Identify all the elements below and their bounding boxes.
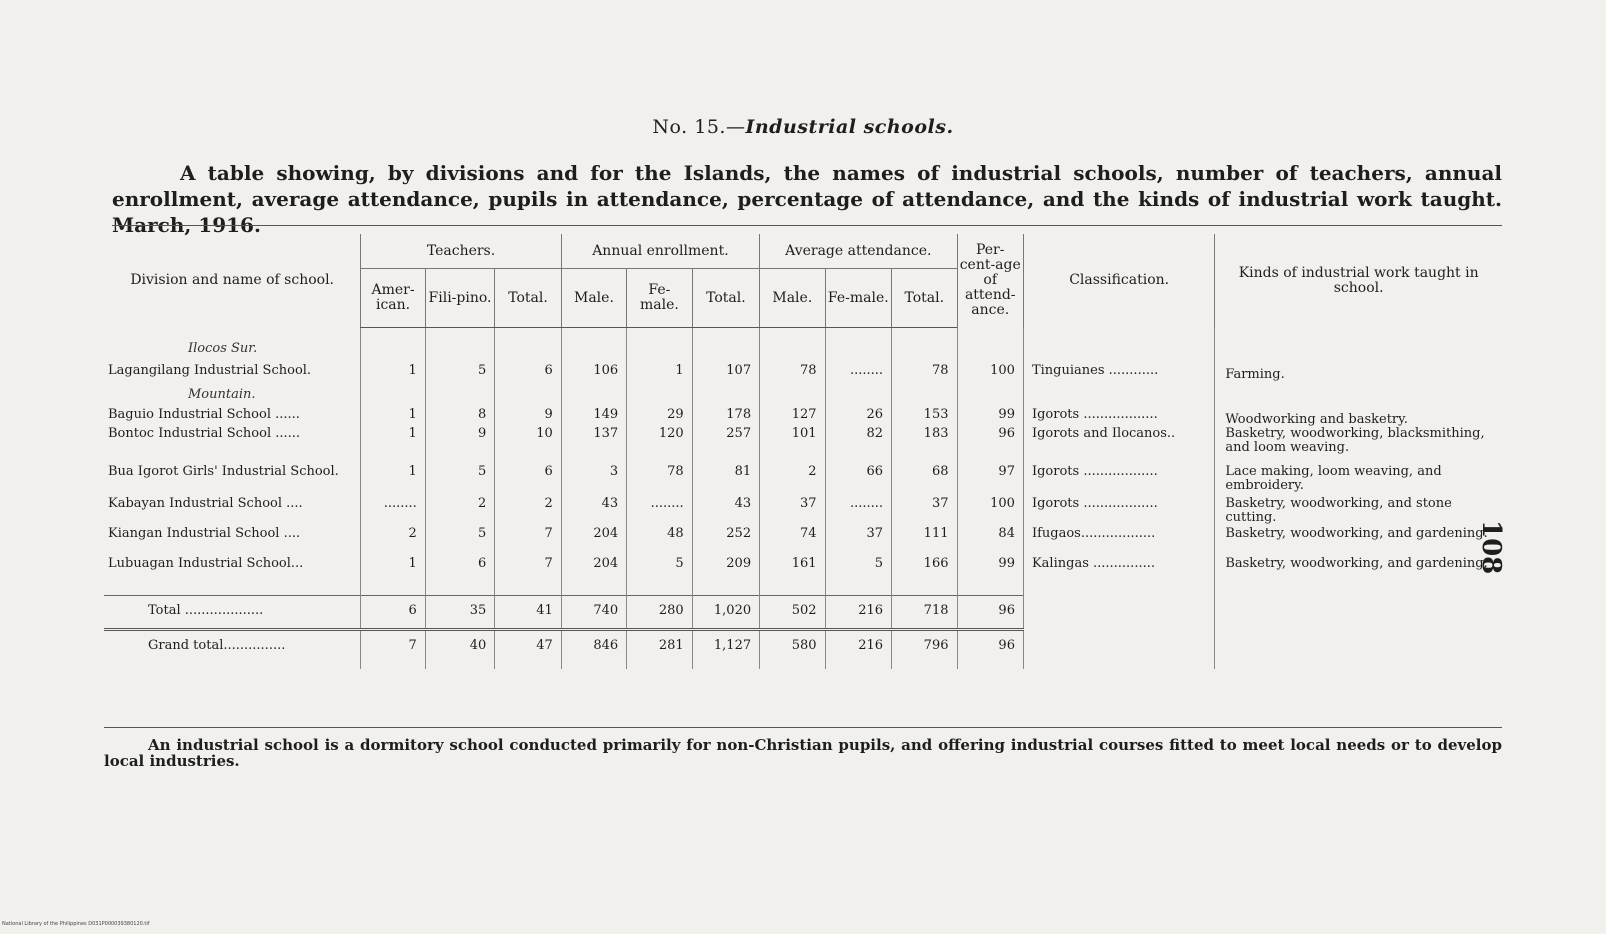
grand-total-label: Grand total............... <box>104 629 361 669</box>
cell-american: ........ <box>361 497 425 527</box>
cell-att-total: 153 <box>892 408 957 427</box>
header-enroll-male: Male. <box>561 269 626 328</box>
grand-att-total: 796 <box>892 629 957 669</box>
table-row <box>104 557 1502 596</box>
total-label: Total ................... <box>104 595 361 629</box>
cell-enroll-female: 1 <box>627 356 692 382</box>
cell-filipino: 6 <box>425 557 494 596</box>
cell-att-total: 166 <box>892 557 957 596</box>
cell-percent: 97 <box>957 465 1023 497</box>
cell-kinds: Lace making, loom weaving, and embroidery. <box>1215 465 1502 497</box>
cell-att-female: 5 <box>825 557 891 596</box>
cell-american: 1 <box>361 356 425 382</box>
cell-att-female: 66 <box>825 465 891 497</box>
school-name: Kabayan Industrial School .... <box>108 495 303 511</box>
cell-enroll-female: 48 <box>627 527 692 557</box>
cell-enroll-total: 178 <box>692 408 759 427</box>
cell-classification: Igorots and Ilocanos.. <box>1023 427 1214 465</box>
header-enrollment: Annual enrollment. <box>561 234 759 269</box>
cell-enroll-total: 252 <box>692 527 759 557</box>
footnote: An industrial school is a dormitory school conducted primarily for non-Christian pupils, and offering industrial courses fitted to meet local needs or to develop local industries. <box>104 736 1502 770</box>
cell-att-male: 101 <box>760 427 825 465</box>
cell-att-female: 26 <box>825 408 891 427</box>
cell-kinds: Woodworking and basketry. <box>1215 408 1502 427</box>
total-teachers: 41 <box>495 595 561 629</box>
cell-filipino: 8 <box>425 408 494 427</box>
cell-kinds: Farming. <box>1215 356 1502 382</box>
header-attendance: Average attendance. <box>760 234 957 269</box>
total-enroll-male: 740 <box>561 595 626 629</box>
cell-american: 2 <box>361 527 425 557</box>
cell-american: 1 <box>361 557 425 596</box>
cell-percent: 100 <box>957 497 1023 527</box>
cell-kinds: Basketry, woodworking, and gardening. <box>1215 527 1502 557</box>
school-name: Lagangilang Industrial School. <box>108 362 312 378</box>
total-att-female: 216 <box>825 595 891 629</box>
grand-total-row <box>104 629 1502 669</box>
cell-kinds: Basketry, woodworking, and gardening. <box>1215 557 1502 596</box>
grand-enroll-male: 846 <box>561 629 626 669</box>
cell-att-female: ........ <box>825 356 891 382</box>
header-att-total: Total. <box>892 269 957 328</box>
cell-classification: Ifugaos.................. <box>1023 527 1214 557</box>
grand-att-female: 216 <box>825 629 891 669</box>
cell-att-total: 111 <box>892 527 957 557</box>
table-row <box>104 497 1502 527</box>
cell-teachers-total: 10 <box>495 427 561 465</box>
cell-teachers-total: 7 <box>495 557 561 596</box>
cell-enroll-total: 209 <box>692 557 759 596</box>
cell-percent: 96 <box>957 427 1023 465</box>
header-enroll-total: Total. <box>692 269 759 328</box>
cell-enroll-male: 204 <box>561 557 626 596</box>
grand-att-male: 580 <box>760 629 825 669</box>
cell-teachers-total: 7 <box>495 527 561 557</box>
cell-american: 1 <box>361 465 425 497</box>
cell-enroll-male: 3 <box>561 465 626 497</box>
table-row <box>104 427 1502 465</box>
cell-classification: Igorots .................. <box>1023 465 1214 497</box>
total-att-total: 718 <box>892 595 957 629</box>
cell-att-male: 127 <box>760 408 825 427</box>
scan-credit: National Library of the Philippines D031P000039380120.tif <box>2 921 150 927</box>
cell-enroll-female: 29 <box>627 408 692 427</box>
cell-enroll-female: 5 <box>627 557 692 596</box>
cell-att-male: 78 <box>760 356 825 382</box>
cell-classification: Tinguianes ............ <box>1023 356 1214 382</box>
table-row <box>104 356 1502 382</box>
division-heading: Ilocos Sur. <box>188 340 258 356</box>
cell-classification: Igorots .................. <box>1023 408 1214 427</box>
cell-enroll-female: 120 <box>627 427 692 465</box>
cell-classification: Igorots .................. <box>1023 497 1214 527</box>
header-classification: Classification. <box>1023 234 1214 328</box>
cell-enroll-male: 106 <box>561 356 626 382</box>
cell-american: 1 <box>361 427 425 465</box>
school-name: Lubuagan Industrial School... <box>108 555 304 571</box>
header-american: Amer-ican. <box>361 269 425 328</box>
cell-att-male: 37 <box>760 497 825 527</box>
cell-teachers-total: 6 <box>495 356 561 382</box>
grand-enroll-female: 281 <box>627 629 692 669</box>
school-name: Bontoc Industrial School ...... <box>108 425 301 441</box>
cell-att-total: 68 <box>892 465 957 497</box>
header-att-female: Fe-male. <box>825 269 891 328</box>
total-american: 6 <box>361 595 425 629</box>
cell-enroll-male: 204 <box>561 527 626 557</box>
cell-att-male: 2 <box>760 465 825 497</box>
school-name: Bua Igorot Girls' Industrial School. <box>108 463 339 479</box>
cell-filipino: 5 <box>425 465 494 497</box>
page-title <box>0 116 1606 138</box>
cell-enroll-female: ........ <box>627 497 692 527</box>
total-enroll-female: 280 <box>627 595 692 629</box>
cell-filipino: 9 <box>425 427 494 465</box>
bottom-rule <box>104 727 1502 728</box>
grand-enroll-total: 1,127 <box>692 629 759 669</box>
cell-enroll-male: 43 <box>561 497 626 527</box>
top-rule <box>112 225 1502 226</box>
title-italic: Industrial schools. <box>745 116 954 138</box>
cell-percent: 100 <box>957 356 1023 382</box>
cell-att-total: 183 <box>892 427 957 465</box>
industrial-schools-table <box>104 234 1502 669</box>
header-percent: Per-cent-age of attend-ance. <box>957 234 1023 328</box>
header-division: Division and name of school. <box>130 272 334 289</box>
header-teachers-total: Total. <box>495 269 561 328</box>
cell-teachers-total: 6 <box>495 465 561 497</box>
grand-percent: 96 <box>957 629 1023 669</box>
cell-enroll-total: 81 <box>692 465 759 497</box>
division-heading: Mountain. <box>188 386 256 402</box>
cell-filipino: 5 <box>425 527 494 557</box>
header-att-male: Male. <box>760 269 825 328</box>
school-name: Kiangan Industrial School .... <box>108 525 301 541</box>
cell-enroll-total: 107 <box>692 356 759 382</box>
total-row <box>104 595 1502 629</box>
cell-att-male: 74 <box>760 527 825 557</box>
cell-classification: Kalingas ............... <box>1023 557 1214 596</box>
cell-enroll-total: 43 <box>692 497 759 527</box>
cell-enroll-total: 257 <box>692 427 759 465</box>
total-filipino: 35 <box>425 595 494 629</box>
cell-kinds: Basketry, woodworking, and stone cutting. <box>1215 497 1502 527</box>
cell-percent: 84 <box>957 527 1023 557</box>
cell-enroll-female: 78 <box>627 465 692 497</box>
cell-att-female: ........ <box>825 497 891 527</box>
cell-teachers-total: 9 <box>495 408 561 427</box>
header-filipino: Fili-pino. <box>425 269 494 328</box>
cell-teachers-total: 2 <box>495 497 561 527</box>
table-description: A table showing, by divisions and for the Islands, the names of industrial schools, number of teachers, annual enrollment, average attendance, pupils in attendance, percentage of attendance, and the kinds of industrial work taught. March, 1916. <box>112 161 1502 237</box>
grand-american: 7 <box>361 629 425 669</box>
cell-att-female: 37 <box>825 527 891 557</box>
header-teachers: Teachers. <box>361 234 561 269</box>
grand-teachers: 47 <box>495 629 561 669</box>
cell-percent: 99 <box>957 408 1023 427</box>
cell-kinds: Basketry, woodworking, blacksmithing, and loom weaving. <box>1215 427 1502 465</box>
cell-att-total: 37 <box>892 497 957 527</box>
cell-percent: 99 <box>957 557 1023 596</box>
title-prefix: No. 15.— <box>652 116 746 138</box>
cell-american: 1 <box>361 408 425 427</box>
table-row <box>104 465 1502 497</box>
cell-enroll-male: 149 <box>561 408 626 427</box>
cell-att-male: 161 <box>760 557 825 596</box>
total-att-male: 502 <box>760 595 825 629</box>
cell-att-total: 78 <box>892 356 957 382</box>
header-enroll-female: Fe-male. <box>627 269 692 328</box>
grand-filipino: 40 <box>425 629 494 669</box>
table-row <box>104 408 1502 427</box>
school-name: Baguio Industrial School ...... <box>108 406 300 422</box>
table-row <box>104 527 1502 557</box>
total-percent: 96 <box>957 595 1023 629</box>
cell-enroll-male: 137 <box>561 427 626 465</box>
cell-filipino: 5 <box>425 356 494 382</box>
cell-filipino: 2 <box>425 497 494 527</box>
total-enroll-total: 1,020 <box>692 595 759 629</box>
header-kinds: Kinds of industrial work taught in school. <box>1215 234 1502 328</box>
page-number: 108 <box>1476 520 1506 575</box>
cell-att-female: 82 <box>825 427 891 465</box>
